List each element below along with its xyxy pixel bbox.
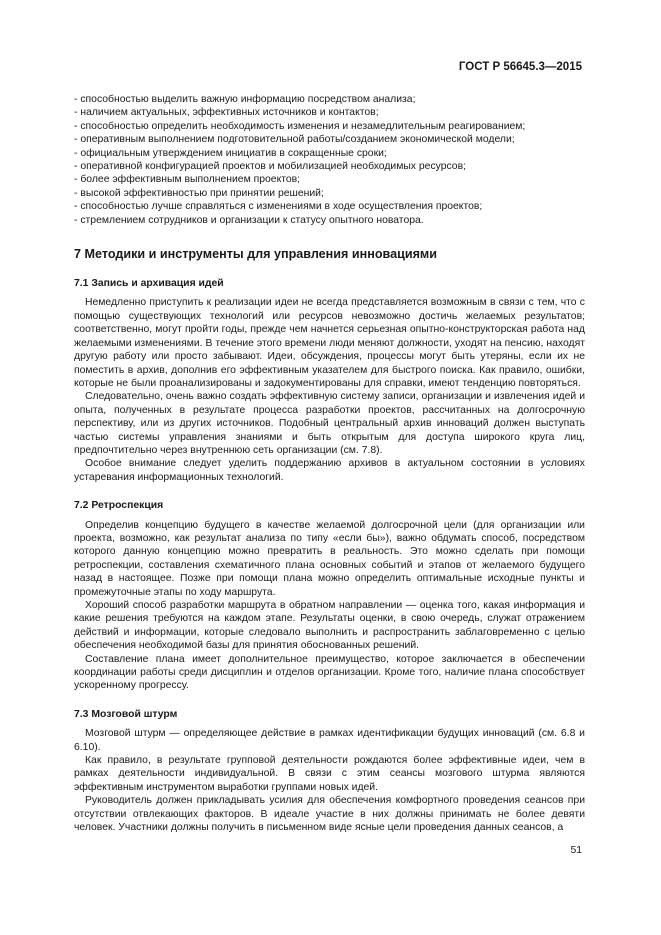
section-7-heading: 7 Методики и инструменты для управления инновациями	[74, 247, 437, 262]
paragraph: Следовательно, очень важно создать эффективную систему записи, организации и извлечения идей и опыта, полученных в результате процесса разработки проектов, рассчитанных на долгосрочную перспективу, или из других источников. Подобный центральный архив инноваций должен выступать частью системы управления знаниями и быть открытым для доступа широкого круга лиц, предпочтительно через внутреннюю сеть организации (см. 7.8).	[74, 391, 585, 456]
list-item: - более эффективным выполнением проектов;	[74, 174, 301, 186]
list-item: - способностью определить необходимость изменения и незамедлительным реагированием;	[74, 120, 526, 132]
paragraph: Составление плана имеет дополнительное преимущество, которое заключается в обеспечении координации работы среди дисциплин и отделов организации. Кроме того, наличие плана способствует ускоренному прогрессу.	[74, 653, 585, 692]
section-7-2-heading: 7.2 Ретроспекция	[74, 500, 164, 512]
section-7-1-heading: 7.1 Запись и архивация идей	[74, 278, 224, 290]
paragraph: Хороший способ разработки маршрута в обратном направлении — оценка того, какая информация и какие решения требуются на каждом этапе. Результаты оценки, в свою очередь, служат отражением действий и информации, которые следовало выполнить и распространить заблаговременно с целью обеспечения необходимой базы для принятия обоснованных решений.	[74, 600, 585, 652]
section-7-3-heading: 7.3 Мозговой штурм	[74, 708, 178, 720]
paragraph: Определив концепцию будущего в качестве желаемой долгосрочной цели (для организации или проекта, возможно, как результат анализа по типу «если бы»), важно обдумать способ, посредством которого данную концепцию можно превратить в реальность. Это можно сделать при помощи ретроспекции, составления схематичного плана основных событий и этапов от желаемого будущего назад в настоящее. Позже при помощи плана можно определить оптимальные исходные пункты и промежуточные этапы по ходу маршрута.	[74, 519, 585, 598]
list-item: - оперативной конфигурацией проектов и мобилизацией необходимых ресурсов;	[74, 161, 466, 173]
list-item: - оперативным выполнением подготовительной работы/созданием экономической модели;	[74, 134, 515, 146]
page-number: 51	[570, 845, 582, 856]
paragraph: Руководитель должен прикладывать усилия для обеспечения комфортного проведения сеансов при отсутствии отвлекающих факторов. В идеале участие в них должны принимать не более девяти человек. Участники должны получить в письменном виде ясные цели проведения данных сеансов, а	[74, 795, 585, 834]
page-content	[74, 93, 585, 835]
list-item: - способностью лучше справляться с изменениями в ходе осуществления проектов;	[74, 201, 483, 213]
bullet-list	[74, 93, 585, 227]
list-item: - способностью выделить важную информацию посредством анализа;	[74, 94, 416, 105]
paragraph: Мозговой штурм — определяющее действие в рамках идентификации будущих инноваций (см. 6.8 и 6.10).	[74, 728, 585, 753]
list-item: - стремлением сотрудников и организации к статусу опытного новатора.	[74, 214, 424, 226]
list-item: - официальным утверждением инициатив в сокращенные сроки;	[74, 147, 387, 159]
standard-header: ГОСТ Р 56645.3—2015	[458, 61, 582, 73]
paragraph: Особое внимание следует уделить поддержанию архивов в актуальном состоянии в условиях устаревания информационных технологий.	[74, 458, 585, 483]
list-item: - наличием актуальных, эффективных источников и контактов;	[74, 107, 379, 119]
paragraph: Как правило, в результате групповой деятельности рождаются более эффективные идеи, чем в рамках деятельности индивидуальной. В связи с этим сеансы мозгового штурма являются эффективным инструментом выработки группами новых идей.	[74, 755, 585, 793]
paragraph: Немедленно приступить к реализации идеи не всегда представляется возможным в связи с тем, что с помощью существующих технологий или ресурсов невозможно достичь желаемых результатов; соответственно, могут пройти годы, прежде чем начнется серьезная опытно-конструкторская работа над желаемыми изменениями. В течение этого времени люди меняют должности, уходят на пенсию, находят другую работу или просто забывают. Идеи, обсуждения, процессы могут быть утеряны, если их не поместить в архив, дополнив его эффективным указателем для быстрого поиска. Как правило, ошибки, которые не были проанализированы и задокументированы для справки, имеют тенденцию повторяться.	[74, 297, 585, 389]
list-item: - высокой эффективностью при принятии решений;	[74, 187, 324, 199]
